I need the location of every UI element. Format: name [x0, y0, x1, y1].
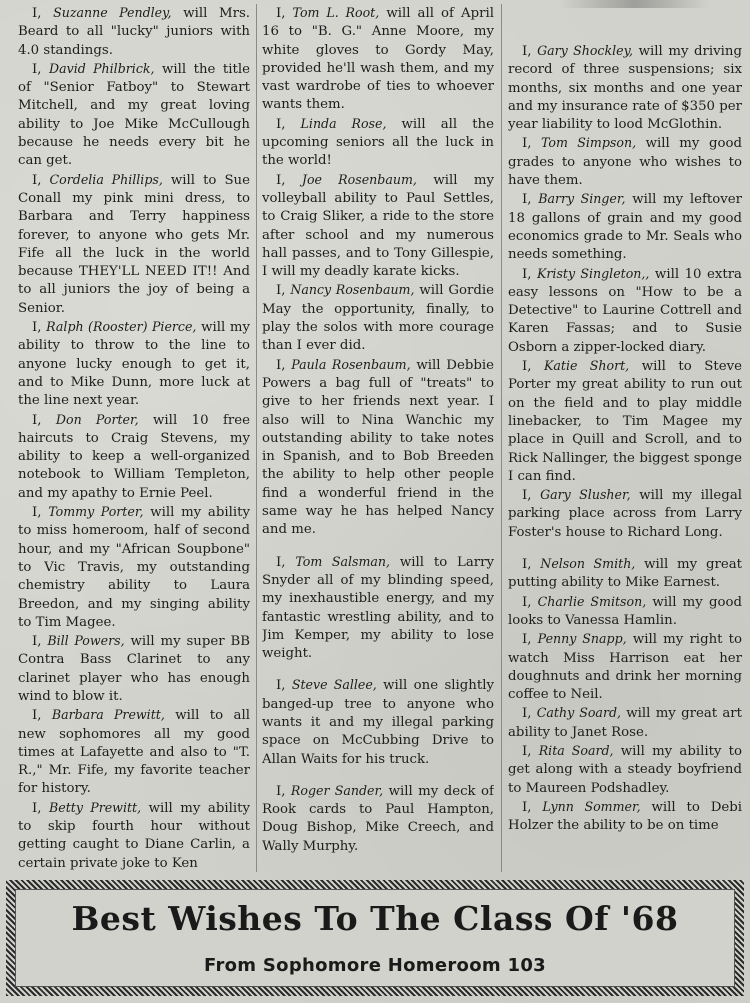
senior-name: Katie Short, — [544, 358, 630, 374]
column-3 — [508, 42, 742, 914]
will-entry: I, Joe Rosenbaum, will my volleyball ability to Paul Settles, to Craig Sliker, a ride to the store after school and my numerous hall passes, and to Tony Gillespie, I will my deadly karate kicks. — [262, 171, 494, 280]
will-entry: I, Roger Sander, will my deck of Rook cards to Paul Hampton, Doug Bishop, Mike Creech, and Wally Murphy. — [262, 782, 494, 854]
will-entry: I, Gary Shockley, will my driving record of three suspensions; six months, six months and one year and my insurance rate of $350 per year liability to lood McGlothin. — [508, 43, 742, 133]
will-text: will my leftover 18 gallons of grain and my good economics grade to Mr. Seals who needs something. — [508, 192, 742, 263]
will-entry: I, Rita Soard, will my ability to get along with a steady boyfriend to Maureen Podshadley. — [508, 742, 742, 796]
will-text: will my good grades to anyone who wishes to have them. — [508, 136, 742, 189]
will-entry: I, Katie Short, will to Steve Porter my great ability to run out on the field and to play middle linebacker, to Tim Magee my place in Quill and Scroll, and to Rick Nallinger, the biggest sponge I can find. — [508, 358, 742, 484]
will-text: will Mrs. Beard to all "lucky" juniors with 4.0 standings. — [18, 6, 250, 58]
senior-name: Paula Rosenbaum, — [291, 356, 411, 372]
senior-name: Gary Shockley, — [537, 43, 634, 58]
will-text: will my volleyball ability to Paul Settles, to Craig Sliker, a ride to the store after school and my numerous hall passes, and to Tony Gillespie, I will my deadly karate kicks. — [262, 172, 494, 280]
will-text: will to Larry Snyder all of my blinding speed, my inexhaustible energy, and my fantastic wrestling ability, and to Jim Kemper, my ability to lose weight. — [262, 554, 494, 662]
senior-name: David Philbrick, — [48, 60, 155, 76]
will-text: will to Steve Porter my great ability to run out on the field and to play middle linebacker, to Tim Magee my place in Quill and Scroll, and to Rick Nallinger, the biggest sponge I can find. — [508, 359, 742, 484]
will-entry: I, Barry Singer, will my leftover 18 gallons of grain and my good economics grade to Mr. Seals who needs something. — [508, 191, 742, 263]
will-entry: I, Barbara Prewitt, will to all new sophomores all my good times at Lafayette and also to "T. R.," Mr. Fife, my favorite teacher for history. — [18, 707, 250, 797]
will-text: will to all new sophomores all my good times at Lafayette and also to "T. R.," Mr. Fife, my favorite teacher for history. — [18, 708, 250, 797]
senior-name: Rita Soard, — [538, 742, 614, 758]
senior-name: Barbara Prewitt, — [51, 707, 165, 723]
senior-name: Kristy Singleton,, — [536, 265, 650, 281]
will-text: will the title of "Senior Fatboy" to Stewart Mitchell, and my great loving ability to Joe Mike McCullough because he needs every bit he can get. — [18, 61, 250, 169]
column-rule — [501, 4, 502, 872]
will-entry: I, Bill Powers, will my super BB Contra Bass Clarinet to any clarinet player who has enough wind to blow it. — [18, 633, 250, 704]
senior-name: Don Porter, — [55, 411, 139, 427]
will-text: will my great art ability to Janet Rose. — [508, 706, 742, 740]
column-1 — [18, 4, 250, 876]
will-entry: I, Penny Snapp, will my right to watch Miss Harrison eat her doughnuts and drink her morning coffee to Neil. — [508, 631, 742, 703]
will-entry: I, Lynn Sommer, will to Debi Holzer the ability to be on time — [508, 798, 742, 834]
senior-name: Roger Sander, — [290, 782, 384, 798]
will-text: will Gordie May the opportunity, finally, to play the solos with more courage than I ever did. — [262, 283, 494, 354]
will-text: will Debbie Powers a bag full of "treats" to give to her friends next year. I also will to Nina Wanchic my outstanding ability to take notes in Spanish, and to Bob Breeden the ability to help other people find a wonderful friend in the same way he has helped Nancy and me. — [262, 357, 494, 538]
will-entry: I, Suzanne Pendley, will Mrs. Beard to all "lucky" juniors with 4.0 standings. — [18, 5, 250, 58]
will-text: will all the upcoming seniors all the luck in the world! — [262, 116, 494, 169]
senior-name: Nancy Rosenbaum, — [290, 282, 415, 298]
class-banner — [6, 880, 744, 996]
senior-name: Joe Rosenbaum, — [301, 171, 417, 187]
banner-subline: From Sophomore Homeroom 103 — [204, 955, 546, 976]
column-rule — [256, 4, 257, 872]
will-entry: I, Tom Simpson, will my good grades to anyone who wishes to have them. — [508, 135, 742, 189]
will-entry: I, Charlie Smitson, will my good looks to Vanessa Hamlin. — [508, 593, 742, 628]
senior-name: Ralph (Rooster) Pierce, — [46, 319, 197, 335]
will-text: will to Debi Holzer the ability to be on time — [508, 799, 742, 834]
senior-name: Betty Prewitt, — [49, 799, 142, 815]
senior-name: Barry Singer, — [538, 191, 626, 207]
will-text: will 10 extra easy lessons on "How to be a Detective" to Laurine Cottrell and Karen Fassas; and to Susie Osborn a zipper-locked diary. — [508, 266, 742, 355]
senior-name: Linda Rose, — [300, 115, 387, 131]
senior-name: Suzanne Pendley, — [53, 5, 172, 20]
will-text: will my right to watch Miss Harrison eat her doughnuts and drink her morning coffee to Neil. — [508, 632, 742, 703]
senior-name: Lynn Sommer, — [542, 798, 641, 814]
senior-name: Nelson Smith, — [540, 556, 636, 572]
senior-name: Tom Simpson, — [541, 135, 637, 151]
will-text: will my illegal parking place across from Larry Foster's house to Richard Long. — [508, 488, 742, 540]
will-entry: I, Nancy Rosenbaum, will Gordie May the opportunity, finally, to play the solos with more courage than I ever did. — [262, 282, 494, 354]
will-entry: I, Paula Rosenbaum, will Debbie Powers a bag full of "treats" to give to her friends next year. I also will to Nina Wanchic my outstanding ability to take notes in Spanish, and to Bob Breeden the ability to help other people find a wonderful friend in the same way he has helped Nancy and me. — [262, 356, 494, 538]
will-entry: I, Tommy Porter, will my ability to miss homeroom, half of second hour, and my "African Soupbone" to Vic Travis, my outstanding chemistry ability to Laura Breedon, and my singing ability to Tim Magee. — [18, 504, 250, 630]
senior-name: Gary Slusher, — [540, 487, 631, 503]
class-will-columns — [0, 4, 750, 876]
banner-headline: Best Wishes To The Class Of '68 — [71, 899, 679, 938]
will-entry: I, Betty Prewitt, will my ability to skip fourth hour without getting caught to Diane Carlin, a certain private joke to Ken — [18, 799, 250, 871]
will-text: will all of April 16 to "B. G." Anne Moore, my white gloves to Gordy May, provided he'll wash them, and my vast wardrobe of ties to whoever wants them. — [262, 6, 494, 113]
will-text: will my super BB Contra Bass Clarinet to any clarinet player who has enough wind to blow it. — [18, 634, 250, 704]
senior-name: Tommy Porter, — [48, 504, 144, 520]
will-text: will 10 free haircuts to Craig Stevens, my ability to keep a well-organized notebook to William Templeton, and my apathy to Ernie Peel. — [18, 412, 250, 501]
will-text: will one slightly banged-up tree to anyone who wants it and my illegal parking space on McCubbing Drive to Allan Waits for his truck. — [262, 678, 494, 767]
will-text: will my ability to skip fourth hour without getting caught to Diane Carlin, a certain private joke to Ken — [18, 800, 250, 871]
senior-name: Cathy Soard, — [536, 705, 622, 721]
senior-name: Steve Sallee, — [291, 677, 377, 693]
will-entry: I, Steve Sallee, will one slightly banged-up tree to anyone who wants it and my illegal parking space on McCubbing Drive to Allan Waits for his truck. — [262, 677, 494, 767]
senior-name: Penny Snapp, — [537, 631, 627, 647]
will-entry: I, Ralph (Rooster) Pierce, will my ability to throw to the line to anyone lucky enough to get it, and to Mike Dunn, more luck at the line next year. — [18, 319, 250, 409]
senior-name: Cordelia Phillips, — [49, 171, 163, 187]
will-entry: I, Kristy Singleton,, will 10 extra easy lessons on "How to be a Detective" to Laurine Cottrell and Karen Fassas; and to Susie Osborn a zipper-locked diary. — [508, 265, 742, 355]
will-entry: I, Tom Salsman, will to Larry Snyder all of my blinding speed, my inexhaustible energy, and my fantastic wrestling ability, and to Jim Kemper, my ability to lose weight. — [262, 553, 494, 662]
senior-name: Bill Powers, — [47, 633, 125, 649]
column-2 — [262, 4, 494, 876]
will-entry: I, Cordelia Phillips, will to Sue Conall my pink mini dress, to Barbara and Terry happiness forever, to anyone who gets Mr. Fife all the luck in the world because THEY'LL NEED IT!! And to all juniors the joy of being a Senior. — [18, 171, 250, 316]
will-entry: I, Cathy Soard, will my great art ability to Janet Rose. — [508, 705, 742, 740]
senior-name: Tom L. Root, — [292, 5, 380, 20]
will-text: will my good looks to Vanessa Hamlin. — [508, 594, 742, 628]
will-text: will to Sue Conall my pink mini dress, to Barbara and Terry happiness forever, to anyone who gets Mr. Fife all the luck in the world because THEY'LL NEED IT!! And to all juniors the joy of being a Senior. — [18, 172, 250, 316]
senior-name: Tom Salsman, — [295, 553, 391, 569]
will-entry: I, Linda Rose, will all the upcoming seniors all the luck in the world! — [262, 115, 494, 169]
will-text: will my ability to get along with a steady boyfriend to Maureen Podshadley. — [508, 743, 742, 796]
will-entry: I, Don Porter, will 10 free haircuts to Craig Stevens, my ability to keep a well-organized notebook to William Templeton, and my apathy to Ernie Peel. — [18, 411, 250, 501]
will-entry: I, David Philbrick, will the title of "Senior Fatboy" to Stewart Mitchell, and my great loving ability to Joe Mike McCullough because he needs every bit he can get. — [18, 60, 250, 169]
will-text: will my ability to miss homeroom, half of second hour, and my "African Soupbone" to Vic Travis, my outstanding chemistry ability to Laura Breedon, and my singing ability to Tim Magee. — [18, 505, 250, 630]
senior-name: Charlie Smitson, — [537, 593, 647, 609]
will-text: will my ability to throw to the line to anyone lucky enough to get it, and to Mike Dunn, more luck at the line next year. — [18, 320, 250, 409]
will-text: will my deck of Rook cards to Paul Hampton, Doug Bishop, Mike Creech, and Wally Murphy. — [262, 783, 494, 854]
will-entry: I, Nelson Smith, will my great putting ability to Mike Earnest. — [508, 556, 742, 591]
will-text: will my great putting ability to Mike Earnest. — [508, 557, 742, 591]
will-entry: I, Tom L. Root, will all of April 16 to "B. G." Anne Moore, my white gloves to Gordy May, provided he'll wash them, and my vast wardrobe of ties to whoever wants them. — [262, 5, 494, 113]
will-entry: I, Gary Slusher, will my illegal parking place across from Larry Foster's house to Richard Long. — [508, 487, 742, 540]
will-text: will my driving record of three suspensions; six months, six months and one year and my insurance rate of $350 per year liability to lood McGlothin. — [508, 44, 742, 133]
